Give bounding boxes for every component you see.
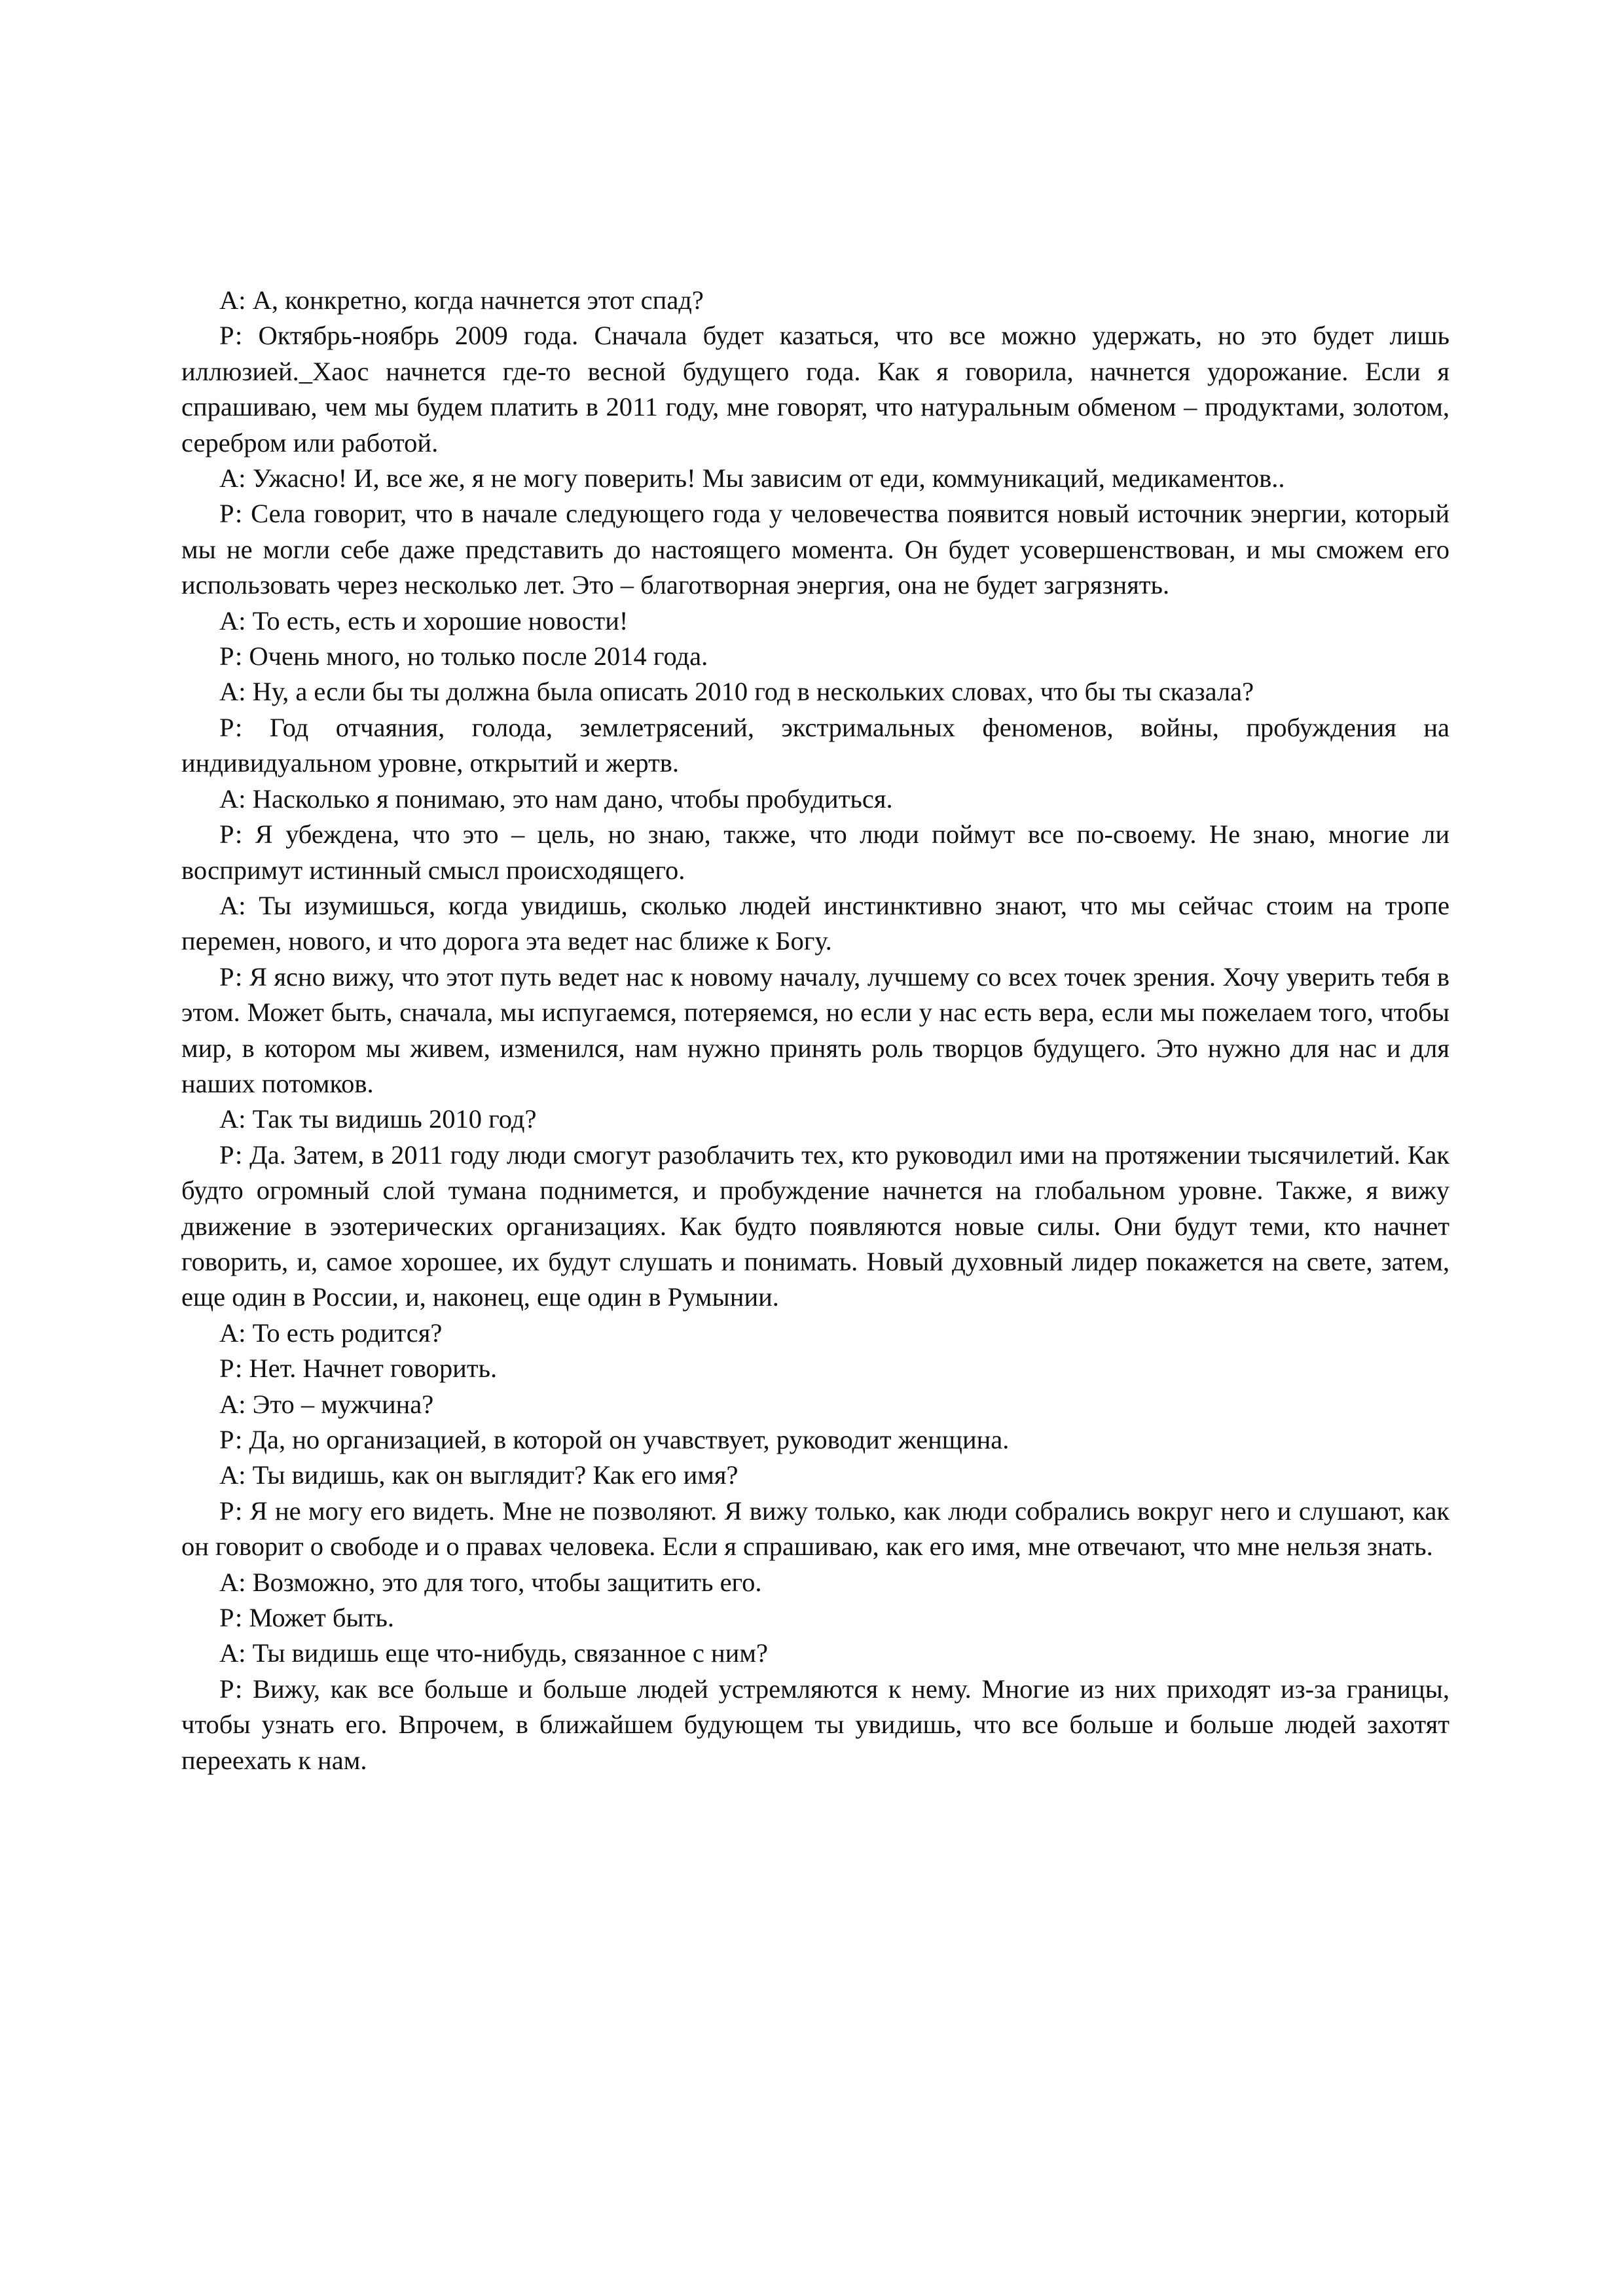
paragraph-8: Р: Год отчаяния, голода, землетрясений, экстримальных феноменов, войны, пробуждения на индивидуальном уровне, открытий и жертв. (181, 712, 1450, 778)
paragraph-9: А: Насколько я понимаю, это нам дано, чтобы пробудиться. (219, 783, 893, 814)
paragraph-7: А: Ну, а если бы ты должна была описать 2010 год в нескольких словах, что бы ты сказала? (219, 677, 1254, 707)
paragraph-19: А: Ты видишь, как он выглядит? Как его имя? (219, 1460, 739, 1490)
paragraph-14: Р: Да. Затем, в 2011 году люди смогут разоблачить тех, кто руководил ими на протяжении тысячилетий. Как будто огромный слой тумана поднимется, и пробуждение начнется на глобальном уровне. Также, я вижу движение в эзотерических организациях. Как будто появляются новые силы. Они будут теми, кто начнет говорить, и, самое хорошее, их будут слушать и понимать. Новый духовный лидер покажется на свете, затем, еще один в России, и, наконец, еще один в Румынии. (181, 1139, 1450, 1312)
paragraph-15: А: То есть родится? (219, 1318, 443, 1348)
paragraph-16: Р: Нет. Начнет говорить. (219, 1354, 498, 1384)
paragraph-21: А: Возможно, это для того, чтобы защитить его. (219, 1567, 762, 1597)
paragraph-1: А: А, конкретно, когда начнется этот спад? (219, 285, 704, 315)
paragraph-3: А: Ужасно! И, все же, я не могу поверить! Мы зависим от еди, коммуникаций, медикаментов.. (219, 463, 1285, 493)
paragraph-13: А: Так ты видишь 2010 год? (219, 1104, 537, 1134)
paragraph-23: А: Ты видишь еще что-нибудь, связанное с ним? (219, 1638, 768, 1668)
paragraph-24: Р: Вижу, как все больше и больше людей устремляются к нему. Многие из них приходят из-за границы, чтобы узнать его. Впрочем, в ближайшем будующем ты увидишь, что все больше и больше людей захотят переехать к нам. (181, 1674, 1450, 1775)
paragraph-2: Р: Октябрь-ноябрь 2009 года. Сначала будет казаться, что все можно удержать, но это будет лишь иллюзией._Хаос начнется где-то весной будущего года. Как я говорила, начнется удорожание. Если я спрашиваю, чем мы будем платить в 2011 году, мне говорят, что натуральным обменом – продуктами, золотом, серебром или работой. (181, 321, 1450, 457)
paragraph-20: Р: Я не могу его видеть. Мне не позволяют. Я вижу только, как люди собрались вокруг него и слушают, как он говорит о свободе и о правах человека. Если я спрашиваю, как его имя, мне отвечают, что мне нельзя знать. (181, 1496, 1450, 1562)
paragraph-4: Р: Села говорит, что в начале следующего года у человечества появится новый источник энергии, который мы не могли себе даже представить до настоящего момента. Он будет усовершенствован, и мы сможем его использовать через несколько лет. Это – благотворная энергия, она не будет загрязнять. (181, 499, 1450, 600)
paragraph-10: Р: Я убеждена, что это – цель, но знаю, также, что люди поймут все по-своему. Не знаю, многие ли воспримут истинный смысл происходящего. (181, 819, 1450, 885)
document-page (181, 283, 1450, 1778)
paragraph-12: Р: Я ясно вижу, что этот путь ведет нас к новому началу, лучшему со всех точек зрения. Хочу уверить тебя в этом. Может быть, сначала, мы испугаемся, потеряемся, но если у нас есть вера, если мы пожелаем того, чтобы мир, в котором мы живем, изменился, нам нужно принять роль творцов будущего. Это нужно для нас и для наших потомков. (181, 961, 1450, 1098)
paragraph-22: Р: Может быть. (219, 1603, 395, 1633)
paragraph-6: Р: Очень много, но только после 2014 года. (219, 641, 708, 672)
paragraph-18: Р: Да, но организацией, в которой он учавствует, руководит женщина. (219, 1425, 1010, 1454)
paragraph-17: А: Это – мужчина? (219, 1389, 434, 1419)
paragraph-5: А: То есть, есть и хорошие новости! (219, 605, 629, 636)
paragraph-11: А: Ты изумишься, когда увидишь, сколько людей инстинктивно знают, что мы сейчас стоим на тропе перемен, нового, и что дорога эта ведет нас ближе к Богу. (181, 890, 1450, 956)
